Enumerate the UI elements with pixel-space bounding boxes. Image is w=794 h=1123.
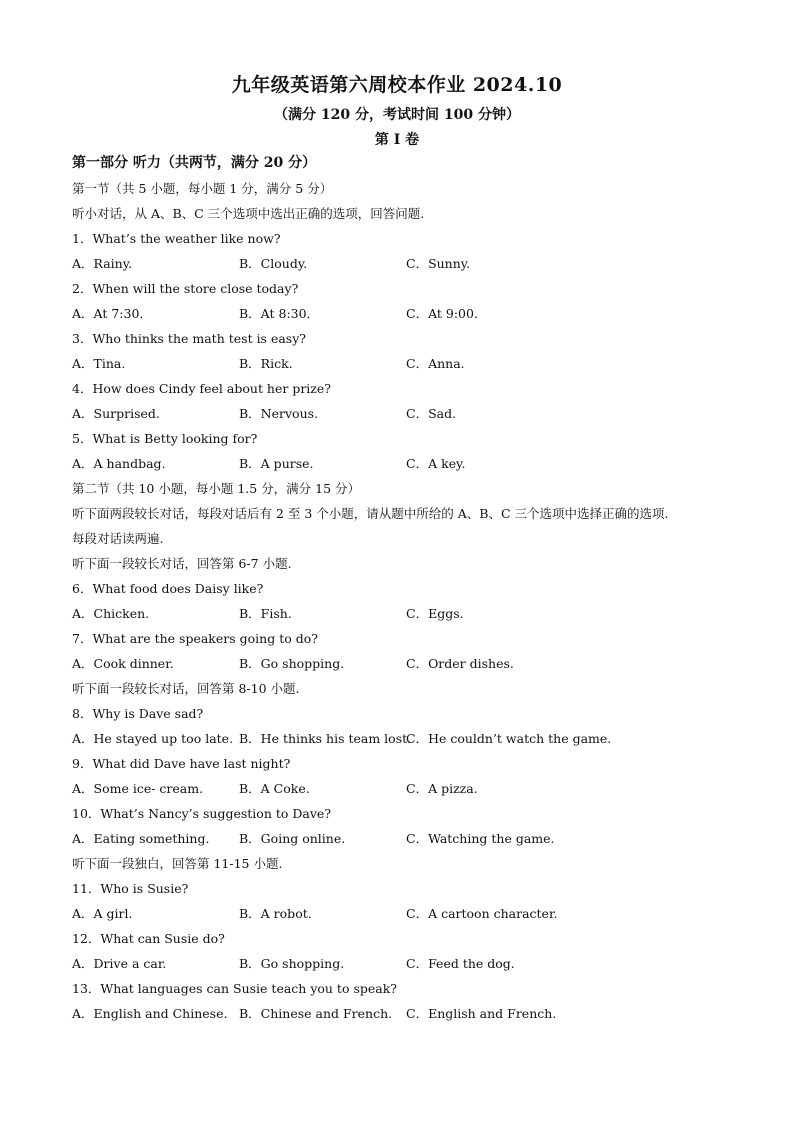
option-b: B．Fish. bbox=[239, 606, 292, 621]
section2-heading: 第二节（共 10 小题，每小题 1.5 分，满分 15 分） bbox=[72, 481, 361, 496]
option-c: C．Eggs. bbox=[406, 606, 464, 621]
option-a: A．A handbag. bbox=[72, 456, 166, 471]
options-row bbox=[72, 903, 732, 925]
option-b: B．Nervous. bbox=[239, 406, 319, 421]
question-stem: 8．Why is Dave sad? bbox=[72, 706, 204, 721]
options-row bbox=[72, 353, 732, 375]
option-c: C．Anna. bbox=[406, 356, 465, 371]
option-b: B．A purse. bbox=[239, 456, 314, 471]
exam-score-time: （满分 120 分，考试时间 100 分钟） bbox=[274, 107, 520, 123]
option-a: A．Cook dinner. bbox=[72, 656, 174, 671]
option-a: A．English and Chinese. bbox=[72, 1006, 228, 1021]
options-row bbox=[72, 453, 732, 475]
options-row bbox=[72, 1003, 732, 1025]
option-b: B．Rick. bbox=[239, 356, 293, 371]
option-a: A．A girl. bbox=[72, 906, 133, 921]
section1-instruction: 听小对话，从 A、B、C 三个选项中选出正确的选项，回答问题. bbox=[72, 206, 425, 221]
option-c: C．A cartoon character. bbox=[406, 906, 558, 921]
option-c: C．A key. bbox=[406, 456, 466, 471]
question-stem: 10．What’s Nancy’s suggestion to Dave? bbox=[72, 806, 332, 821]
options-row bbox=[72, 303, 732, 325]
options-row bbox=[72, 253, 732, 275]
options-row bbox=[72, 403, 732, 425]
option-a: A．Tina. bbox=[72, 356, 126, 371]
question-stem: 1．What’s the weather like now? bbox=[72, 231, 281, 246]
option-a: A．Rainy. bbox=[72, 256, 133, 271]
question-stem: 7．What are the speakers going to do? bbox=[72, 631, 318, 646]
question-stem: 4．How does Cindy feel about her prize? bbox=[72, 381, 331, 396]
option-c: C．Sad. bbox=[406, 406, 457, 421]
option-c: C．English and French. bbox=[406, 1006, 557, 1021]
option-a: A．He stayed up too late. bbox=[72, 731, 234, 746]
question-stem: 6．What food does Daisy like? bbox=[72, 581, 264, 596]
page-title: 九年级英语第六周校本作业 2024.10 bbox=[231, 74, 563, 96]
section2-instruction-continued: 每段对话读两遍. bbox=[72, 531, 164, 546]
question-stem: 2．When will the store close today? bbox=[72, 281, 299, 296]
section1-heading: 第一节（共 5 小题，每小题 1 分，满分 5 分） bbox=[72, 181, 333, 196]
option-a: A．Eating something. bbox=[72, 831, 210, 846]
options-row bbox=[72, 728, 732, 750]
dialog2-intro: 听下面一段较长对话，回答第 8-10 小题. bbox=[72, 681, 300, 696]
option-b: B．Cloudy. bbox=[239, 256, 308, 271]
question-stem: 13．What languages can Susie teach you to speak? bbox=[72, 981, 397, 996]
option-c: C．At 9:00. bbox=[406, 306, 478, 321]
option-c: C．Order dishes. bbox=[406, 656, 514, 671]
option-b: B．Go shopping. bbox=[239, 656, 345, 671]
option-a: A．Chicken. bbox=[72, 606, 150, 621]
option-b: B．Chinese and French. bbox=[239, 1006, 393, 1021]
option-b: B．At 8:30． bbox=[239, 306, 320, 321]
option-a: A．Surprised. bbox=[72, 406, 160, 421]
question-stem: 9．What did Dave have last night? bbox=[72, 756, 291, 771]
question-stem: 5．What is Betty looking for? bbox=[72, 431, 258, 446]
option-b: B．Going online. bbox=[239, 831, 346, 846]
options-row bbox=[72, 603, 732, 625]
question-stem: 12．What can Susie do? bbox=[72, 931, 225, 946]
option-b: B．Go shopping. bbox=[239, 956, 345, 971]
option-a: A．Drive a car. bbox=[72, 956, 167, 971]
question-stem: 3．Who thinks the math test is easy? bbox=[72, 331, 306, 346]
options-row bbox=[72, 828, 732, 850]
volume-label: 第 I 卷 bbox=[374, 132, 420, 148]
option-b: B．A robot. bbox=[239, 906, 312, 921]
monologue-intro: 听下面一段独白，回答第 11-15 小题. bbox=[72, 856, 283, 871]
option-c: C．He couldn’t watch the game. bbox=[406, 731, 612, 746]
option-b: B．He thinks his team lost. bbox=[239, 731, 412, 746]
option-c: C．Watching the game. bbox=[406, 831, 555, 846]
part1-heading: 第一部分 听力（共两节，满分 20 分） bbox=[72, 155, 317, 171]
option-b: B．A Coke. bbox=[239, 781, 310, 796]
option-c: C．Feed the dog. bbox=[406, 956, 515, 971]
option-c: C．Sunny. bbox=[406, 256, 471, 271]
options-row bbox=[72, 953, 732, 975]
question-stem: 11．Who is Susie? bbox=[72, 881, 189, 896]
option-c: C．A pizza. bbox=[406, 781, 478, 796]
options-row bbox=[72, 778, 732, 800]
options-row bbox=[72, 653, 732, 675]
option-a: A．At 7:30． bbox=[72, 306, 152, 321]
dialog1-intro: 听下面一段较长对话，回答第 6-7 小题. bbox=[72, 556, 292, 571]
section2-instruction: 听下面两段较长对话，每段对话后有 2 至 3 个小题，请从题中所给的 A、B、C 三个选项中选择正确的选项. bbox=[72, 506, 669, 521]
option-a: A．Some ice- cream. bbox=[72, 781, 204, 796]
